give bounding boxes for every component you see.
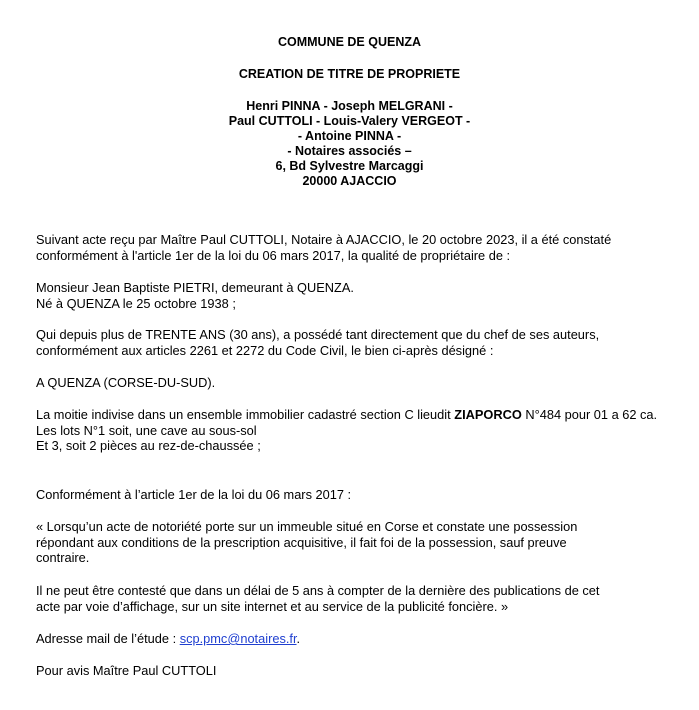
- intro-line: Suivant acte reçu par Maître Paul CUTTOLI, Notaire à AJACCIO, le 20 octobre 2023, il a été constaté: [36, 232, 612, 247]
- notice-title: CREATION DE TITRE DE PROPRIETE: [238, 67, 461, 81]
- notaries-city-line: 20000 AJACCIO: [302, 174, 397, 188]
- owner-paragraph: [36, 280, 676, 311]
- law-reference-line: Conformément à l’article 1er de la loi du 06 mars 2017 :: [36, 487, 352, 502]
- notaries-line: - Antoine PINNA -: [297, 129, 402, 143]
- property-description: [36, 407, 666, 423]
- notaries-line: Paul CUTTOLI - Louis-Valery VERGEOT -: [228, 114, 471, 128]
- intro-paragraph: [36, 232, 676, 263]
- notaries-line: Henri PINNA - Joseph MELGRANI -: [246, 99, 453, 113]
- possession-paragraph: [36, 327, 676, 358]
- possession-line: conformément aux articles 2261 et 2272 du Code Civil, le bien ci-après désigné :: [36, 342, 494, 358]
- email-paragraph: [36, 631, 676, 647]
- email-suffix: .: [296, 631, 301, 646]
- notaries-block: [0, 99, 699, 189]
- email-line: [36, 631, 676, 647]
- contest-line: Il ne peut être contesté que dans un délai de 5 ans à compter de la dernière des publications de cet: [36, 583, 600, 598]
- contest-paragraph: [36, 583, 676, 614]
- property-text: N°484 pour 01 a 62 ca.: [521, 407, 658, 422]
- quote-line: répondant aux conditions de la prescription acquisitive, il fait foi de la possession, sauf preuve: [36, 534, 567, 550]
- lot-line: Les lots N°1 soit, une cave au sous-sol: [36, 422, 257, 438]
- quote-paragraph: [36, 519, 676, 566]
- commune-heading: COMMUNE DE QUENZA: [277, 35, 422, 49]
- property-paragraph: [36, 407, 666, 454]
- email-link[interactable]: scp.pmc@notaires.fr: [179, 631, 297, 646]
- notaries-address-line: 6, Bd Sylvestre Marcaggi: [275, 159, 424, 173]
- property-text: La moitie indivise dans un ensemble immobilier cadastré section C lieudit: [36, 407, 455, 422]
- notaries-line: - Notaires associés –: [287, 144, 412, 158]
- owner-birth-line: Né à QUENZA le 25 octobre 1938 ;: [36, 295, 236, 311]
- law-reference-paragraph: [36, 487, 676, 503]
- lot-line: Et 3, soit 2 pièces au rez-de-chaussée ;: [36, 438, 261, 453]
- location-paragraph: [36, 375, 676, 391]
- possession-line: Qui depuis plus de TRENTE ANS (30 ans), a possédé tant directement que du chef de ses auteurs,: [36, 327, 600, 342]
- quote-line: « Lorsqu’un acte de notoriété porte sur un immeuble situé en Corse et constate une possession: [36, 519, 578, 534]
- signoff-paragraph: [36, 663, 676, 679]
- lieudit-name: ZIAPORCO: [454, 407, 522, 422]
- signoff-line: Pour avis Maître Paul CUTTOLI: [36, 663, 217, 678]
- location-line: A QUENZA (CORSE-DU-SUD).: [36, 375, 216, 390]
- contest-line: acte par voie d’affichage, sur un site internet et au service de la publicité foncière. »: [36, 598, 509, 614]
- owner-name-line: Monsieur Jean Baptiste PIETRI, demeurant à QUENZA.: [36, 280, 354, 295]
- email-label: Adresse mail de l’étude :: [36, 631, 180, 646]
- intro-line: conformément à l'article 1er de la loi du 06 mars 2017, la qualité de propriétaire de :: [36, 247, 511, 263]
- quote-line: contraire.: [36, 550, 90, 565]
